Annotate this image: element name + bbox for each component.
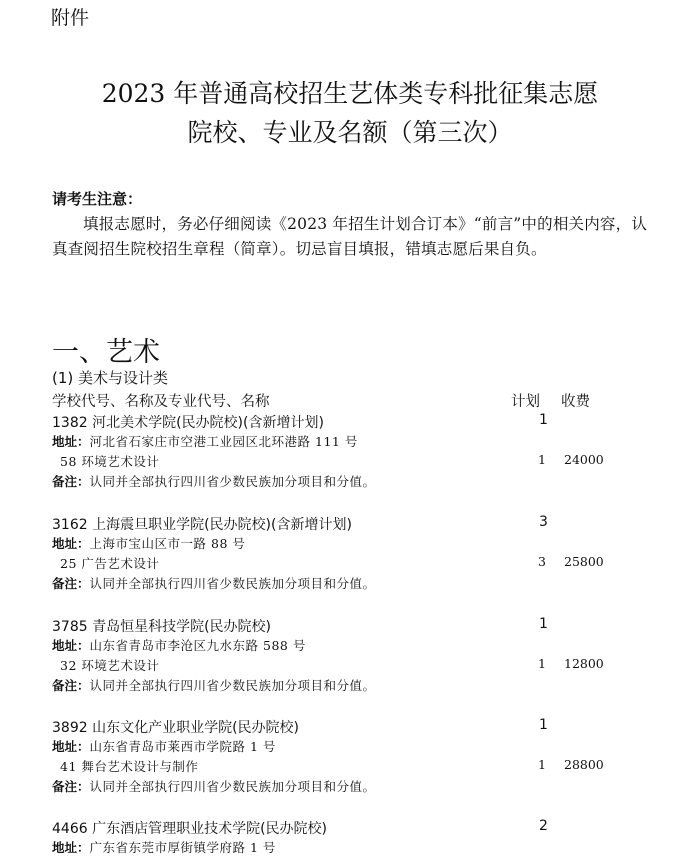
school-address <box>52 432 358 450</box>
school-plan: 1 <box>539 616 548 632</box>
note-label: 备注： <box>52 474 90 489</box>
note-label: 备注： <box>52 576 90 591</box>
notice-heading: 请考生注意： <box>52 190 143 208</box>
school-entry <box>52 818 652 858</box>
note-text: 认同并全部执行四川省少数民族加分项目和分值。 <box>89 576 376 591</box>
section-title: 一、艺术 <box>52 337 160 368</box>
address-text: 山东省青岛市莱西市学院路 1 号 <box>89 739 276 754</box>
column-header-fee: 收费 <box>561 394 590 410</box>
major-plan: 1 <box>538 452 546 467</box>
attachment-label: 附件 <box>51 7 90 29</box>
school-entry <box>52 717 652 807</box>
school-title: 1382 河北美术学院(民办院校)(含新增计划) <box>52 415 324 431</box>
category-title: (1) 美术与设计类 <box>52 369 169 387</box>
address-label: 地址： <box>52 638 90 653</box>
notice-body: 填报志愿时，务必仔细阅读《2023 年招生计划合订本》“前言”中的相关内容，认真查阅招生院校招生章程（简章）。切忌盲目填报，错填志愿后果自负。 <box>52 215 648 258</box>
address-label: 地址： <box>52 434 90 449</box>
school-title: 4466 广东酒店管理职业技术学院(民办院校) <box>52 821 328 837</box>
school-title: 3162 上海震旦职业学院(民办院校)(含新增计划) <box>52 517 352 533</box>
note-text: 认同并全部执行四川省少数民族加分项目和分值。 <box>89 678 376 693</box>
school-entry <box>52 616 652 706</box>
school-plan: 2 <box>539 818 548 834</box>
school-note <box>52 472 376 490</box>
school-title: 3892 山东文化产业职业学院(民办院校) <box>52 720 300 736</box>
page-title-line1: 2023 年普通高校招生艺体类专科批征集志愿 <box>101 79 599 108</box>
school-note <box>52 574 376 592</box>
school-address <box>52 534 245 552</box>
column-header-name: 学校代号、名称及专业代号、名称 <box>52 394 270 410</box>
address-text: 河北省石家庄市空港工业园区北环港路 111 号 <box>89 434 358 449</box>
address-text: 上海市宝山区市一路 88 号 <box>89 536 246 551</box>
school-address <box>52 838 276 856</box>
school-address <box>52 737 276 755</box>
school-entry <box>52 412 652 502</box>
note-text: 认同并全部执行四川省少数民族加分项目和分值。 <box>89 474 376 489</box>
school-title: 3785 青岛恒星科技学院(民办院校) <box>52 619 272 635</box>
major-plan: 3 <box>538 554 546 569</box>
major-name: 32 环境艺术设计 <box>60 658 160 673</box>
school-plan: 1 <box>539 717 548 733</box>
note-text: 认同并全部执行四川省少数民族加分项目和分值。 <box>89 779 376 794</box>
school-plan: 1 <box>539 412 548 428</box>
note-label: 备注： <box>52 779 90 794</box>
address-text: 广东省东莞市厚街镇学府路 1 号 <box>89 840 276 855</box>
major-plan: 1 <box>538 656 546 671</box>
column-header-plan: 计划 <box>511 394 540 410</box>
address-label: 地址： <box>52 536 90 551</box>
school-note <box>52 777 376 795</box>
school-plan: 3 <box>539 514 548 530</box>
address-text: 山东省青岛市李沧区九水东路 588 号 <box>89 638 306 653</box>
major-plan: 1 <box>538 757 546 772</box>
school-address <box>52 636 306 654</box>
major-fee: 24000 <box>564 452 604 467</box>
note-label: 备注： <box>52 678 90 693</box>
school-entry <box>52 514 652 604</box>
address-label: 地址： <box>52 840 90 855</box>
page-title-line2: 院校、专业及名额（第三次） <box>187 118 513 147</box>
school-note <box>52 676 376 694</box>
major-name: 25 广告艺术设计 <box>60 556 160 571</box>
address-label: 地址： <box>52 739 90 754</box>
major-fee: 25800 <box>564 554 604 569</box>
major-name: 58 环境艺术设计 <box>60 454 160 469</box>
major-fee: 12800 <box>564 656 604 671</box>
major-fee: 28800 <box>564 757 604 772</box>
major-name: 41 舞台艺术设计与制作 <box>60 759 199 774</box>
